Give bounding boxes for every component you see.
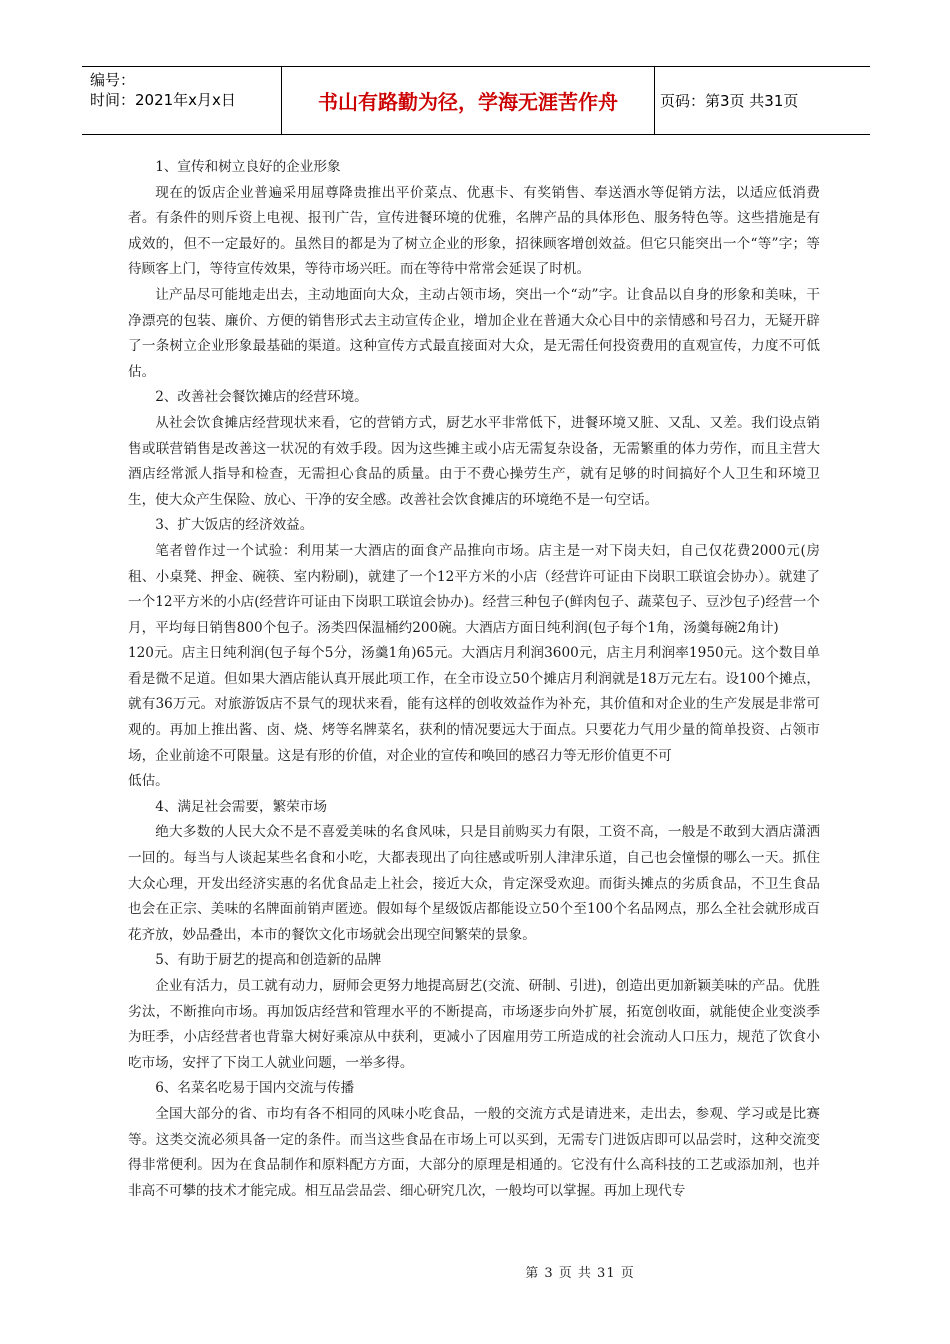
body-paragraph: 4、满足社会需要，繁荣市场 [155, 798, 327, 815]
body-paragraph: 现在的饭店企业普遍采用屈尊降贵推出平价菜点、优惠卡、有奖销售、奉送酒水等促销方法，以适应低消费者。有条件的则斥资上电视、报刊广告，宣传进餐环境的优雅，名牌产品的具体形色、服务特色等。这些措施是有成效的，但不一定最好的。虽然目的都是为了树立企业的形象，招徕顾客增创效益。但它只能突出一个“等”字；等待顾客上门，等待宣传效果，等待市场兴旺。而在等待中常常会延误了时机。 [128, 184, 820, 278]
document-date-label: 时间：2021年x月x日 [90, 91, 236, 109]
footer-page-number: 第 3 页 共 31 页 [525, 1266, 635, 1281]
body-paragraph: 3、扩大饭店的经济效益。 [155, 517, 314, 534]
header-motto: 书山有路勤为径，学海无涯苦作舟 [318, 89, 618, 114]
document-number-label: 编号： [90, 71, 136, 89]
body-paragraph: 2、改善社会餐饮摊店的经营环境。 [155, 389, 368, 406]
header-page-indicator: 页码：第3页 共31页 [660, 91, 799, 110]
body-paragraph: 1、宣传和树立良好的企业形象 [155, 159, 341, 175]
body-paragraph: 让产品尽可能地走出去，主动地面向大众，主动占领市场，突出一个“动”字。让食品以自身的形象和美味，干净漂亮的包装、廉价、方便的销售形式去主动宣传企业，增加企业在普通大众心目中的亲情感和号召力，无疑开辟了一条树立企业形象最基础的渠道。这种宣传方式最直接面对大众，是无需任何投资费用的直观宣传，力度不可低估。 [128, 286, 820, 380]
header-bottom-rule [82, 134, 870, 135]
document-body [128, 155, 820, 1204]
body-paragraph: 笔者曾作过一个试验：利用某一大酒店的面食产品推向市场。店主是一对下岗夫妇，自己仅花费2000元(房租、小桌凳、押金、碗筷、室内粉刷)，就建了一个12平方米的小店（经营许可证由下岗职工联谊会协办）。就建了一个12平方米的小店(经营许可证由下岗职工联谊会协办)。经营三种包子(鲜肉包子、蔬菜包子、豆沙包子)经营一个月，平均每日销售800个包子。汤类四保温桶约200碗。大酒店方面日纯利润(包子每个1角，汤羹每碗2角计) [128, 542, 820, 636]
body-paragraph: 全国大部分的省、市均有各不相同的风味小吃食品，一般的交流方式是请进来，走出去，参观、学习或是比赛等。这类交流必须具备一定的条件。而当这些食品在市场上可以买到，无需专门进饭店即可以品尝时，这种交流变得非常便利。因为在食品制作和原料配方方面，大部分的原理是相通的。它没有什么高科技的工艺或添加剂，也并非高不可攀的技术才能完成。相互品尝品尝、细心研究几次，一般均可以掌握。再加上现代专 [128, 1105, 820, 1199]
body-paragraph: 从社会饮食摊店经营现状来看，它的营销方式，厨艺水平非常低下，进餐环境又脏、又乱、又差。我们设点销售或联营销售是改善这一状况的有效手段。因为这些摊主或小店无需复杂设备，无需繁重的体力劳作，而且主营大酒店经常派人指导和检查，无需担心食品的质量。由于不费心操劳生产，就有足够的时间搞好个人卫生和环境卫生，使大众产生保险、放心、干净的安全感。改善社会饮食摊店的环境绝不是一句空话。 [128, 414, 820, 508]
body-paragraph: 低估。 [128, 773, 169, 790]
header-divider-right [654, 66, 655, 135]
body-paragraph: 120元。店主日纯利润(包子每个5分，汤羹1角)65元。大酒店月利润3600元，店主月利润率1950元。这个数目单看是微不足道。但如果大酒店能认真开展此项工作，在全市设立50个摊店月利润就是18万元左右。设100个摊点，就有36万元。对旅游饭店不景气的现状来看，能有这样的创收效益作为补充，其价值和对企业的生产发展是非常可观的。再加上推出酱、卤、烧、烤等名牌菜名，获利的情况要远大于面点。只要花力气用少量的简单投资、占领市场，企业前途不可限量。这是有形的价值，对企业的宣传和唤回的感召力等无形价值更不可 [128, 645, 820, 764]
body-paragraph: 5、有助于厨艺的提高和创造新的品牌 [155, 952, 382, 969]
body-paragraph: 绝大多数的人民大众不是不喜爱美味的名食风味，只是目前购买力有限，工资不高，一般是不敢到大酒店潇洒一回的。每当与人谈起某些名食和小吃，大都表现出了向往感或听别人津津乐道，自己也会憧憬的哪么一天。抓住大众心理，开发出经济实惠的名优食品走上社会，接近大众，肯定深受欢迎。而街头摊点的劣质食品，不卫生食品也会在正宗、美味的名牌面前销声匿迹。假如每个星级饭店都能设立50个至100个名品网点，那么全社会就形成百花齐放，妙品叠出，本市的餐饮文化市场就会出现空间繁荣的景象。 [128, 824, 820, 943]
header-meta [90, 70, 278, 110]
page-footer [0, 1262, 950, 1281]
body-paragraph: 6、名菜名吃易于国内交流与传播 [155, 1080, 355, 1097]
body-paragraph: 企业有活力，员工就有动力，厨师会更努力地提高厨艺(交流、研制、引进)，创造出更加新颖美味的产品。优胜劣汰，不断推向市场。再加饭店经营和管理水平的不断提高，市场逐步向外扩展，拓宽创收面，就能使企业变淡季为旺季，小店经营者也背靠大树好乘凉从中获利，更减小了因雇用劳工所造成的社会流动人口压力，规范了饮食小吃市场，安抨了下岗工人就业问题，一举多得。 [128, 978, 820, 1071]
